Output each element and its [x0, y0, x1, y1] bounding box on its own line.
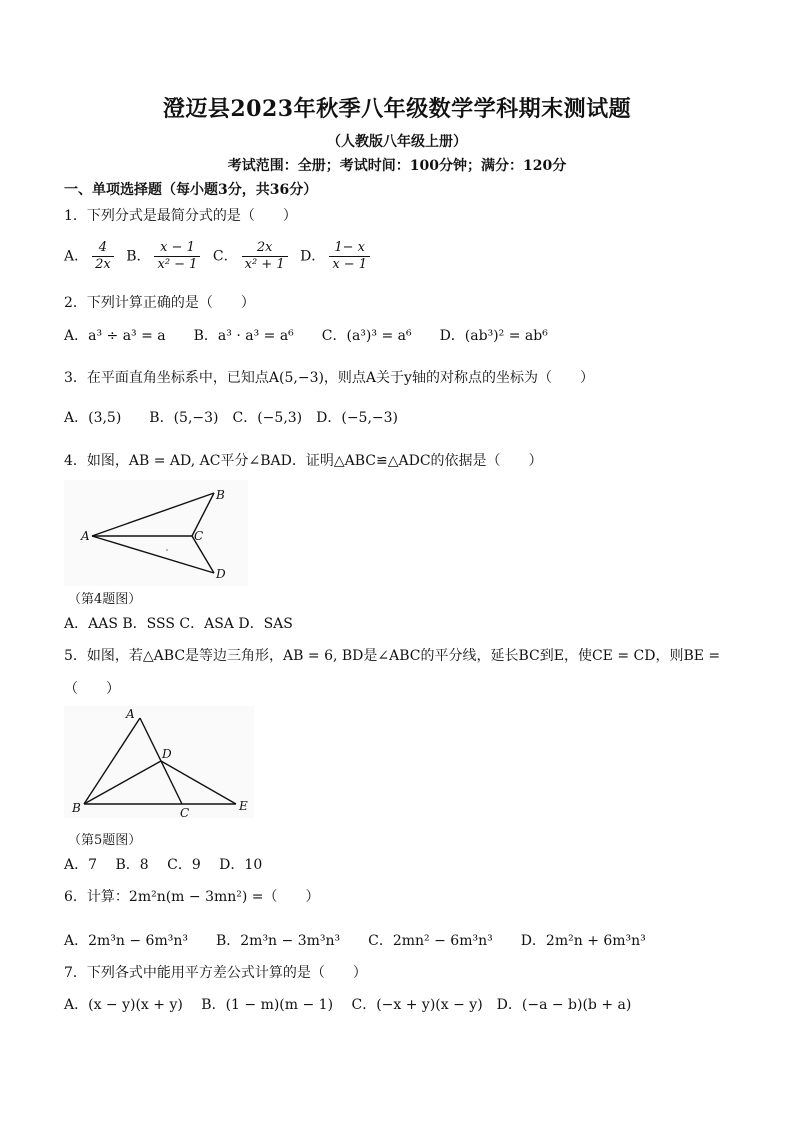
option-c-label: C． — [212, 248, 238, 265]
figure-question-4 — [64, 480, 248, 586]
vertex-label-b: B — [72, 801, 81, 815]
question-4-options: A．AAS B．SSS C．ASA D．SAS — [64, 616, 293, 632]
vertex-label-a: A — [81, 529, 90, 543]
vertex-label-a: A — [126, 707, 135, 721]
fraction-denominator: x − 1 — [329, 256, 370, 273]
option-d-fraction — [329, 240, 370, 273]
page-subtitle: （人教版八年级上册） — [327, 134, 467, 150]
fraction-denominator: x² + 1 — [242, 256, 288, 273]
triangle-figure-4 — [64, 480, 248, 586]
question-5-stem: 5．如图，若△ABC是等边三角形，AB = 6, BD是∠ABC的平分线，延长BC到E，使CE = CD，则BE = — [64, 648, 721, 664]
vertex-label-c: C — [180, 806, 190, 818]
question-5-stem-cont: （ ） — [64, 681, 120, 697]
option-c-fraction — [242, 240, 288, 273]
question-2-stem: 2．下列计算正确的是（ ） — [64, 295, 255, 311]
vertex-label-d: D — [216, 567, 226, 581]
question-2-options: A．a³ ÷ a³ = a B．a³ · a³ = a⁶ C．(a³)³ = a⁶ D．(ab³)² = ab⁶ — [64, 328, 548, 344]
question-5-options: A．7 B．8 C．9 D．10 — [64, 857, 263, 873]
question-7-options: A．(x − y)(x + y) B．(1 − m)(m − 1) C．(−x + y)(x − y) D．(−a − b)(b + a) — [64, 997, 632, 1013]
option-d-label: D． — [300, 248, 326, 265]
triangle-figure-5 — [64, 706, 254, 818]
segment-ab — [84, 718, 140, 804]
vertex-label-d: D — [162, 747, 172, 761]
question-6-stem: 6．计算：2m²n(m − 3mn²) =（ ） — [64, 889, 320, 905]
figure-question-5 — [64, 706, 254, 818]
fraction-numerator: x − 1 — [160, 240, 195, 255]
option-a-label: A． — [64, 248, 89, 265]
figure-4-caption: （第4题图） — [68, 592, 142, 607]
vertex-label-e: E — [239, 799, 248, 813]
figure-5-caption: （第5题图） — [68, 833, 142, 848]
question-3-stem: 3．在平面直角坐标系中，已知点A(5,−3)，则点A关于y轴的对称点的坐标为（ ） — [64, 370, 594, 386]
option-a-fraction — [92, 240, 114, 273]
exam-meta: 考试范围：全册；考试时间：100分钟；满分：120分 — [227, 158, 567, 174]
option-b-fraction — [154, 240, 200, 273]
fraction-numerator: 4 — [98, 240, 108, 255]
segment-bd — [84, 761, 161, 804]
question-7-stem: 7．下列各式中能用平方差公式计算的是（ ） — [64, 965, 367, 981]
fraction-denominator: 2x — [92, 256, 114, 273]
question-6-options: A．2m³n − 6m³n³ B．2m³n − 3m³n³ C．2mn² − 6m³n³ D．2m²n + 6m³n³ — [64, 933, 646, 949]
question-1-options — [64, 240, 378, 273]
dot-mark — [166, 549, 168, 551]
question-4-stem: 4．如图，AB = AD, AC平分∠BAD．证明△ABC≌△ADC的依据是（ ） — [64, 453, 543, 469]
section-heading: 一、单项选择题（每小题3分，共36分） — [64, 182, 318, 198]
question-1-stem: 1．下列分式是最简分式的是（ ） — [64, 208, 297, 224]
fraction-numerator: 1− x — [334, 240, 366, 255]
fraction-numerator: 2x — [256, 240, 273, 255]
fraction-denominator: x² − 1 — [154, 256, 200, 273]
question-3-options: A．(3,5) B．(5,−3) C．(−5,3) D．(−5,−3) — [64, 410, 399, 426]
option-b-label: B． — [126, 248, 151, 265]
vertex-label-c: C — [194, 529, 204, 543]
vertex-label-b: B — [216, 488, 225, 502]
page-title: 澄迈县2023年秋季八年级数学学科期末测试题 — [162, 96, 632, 122]
